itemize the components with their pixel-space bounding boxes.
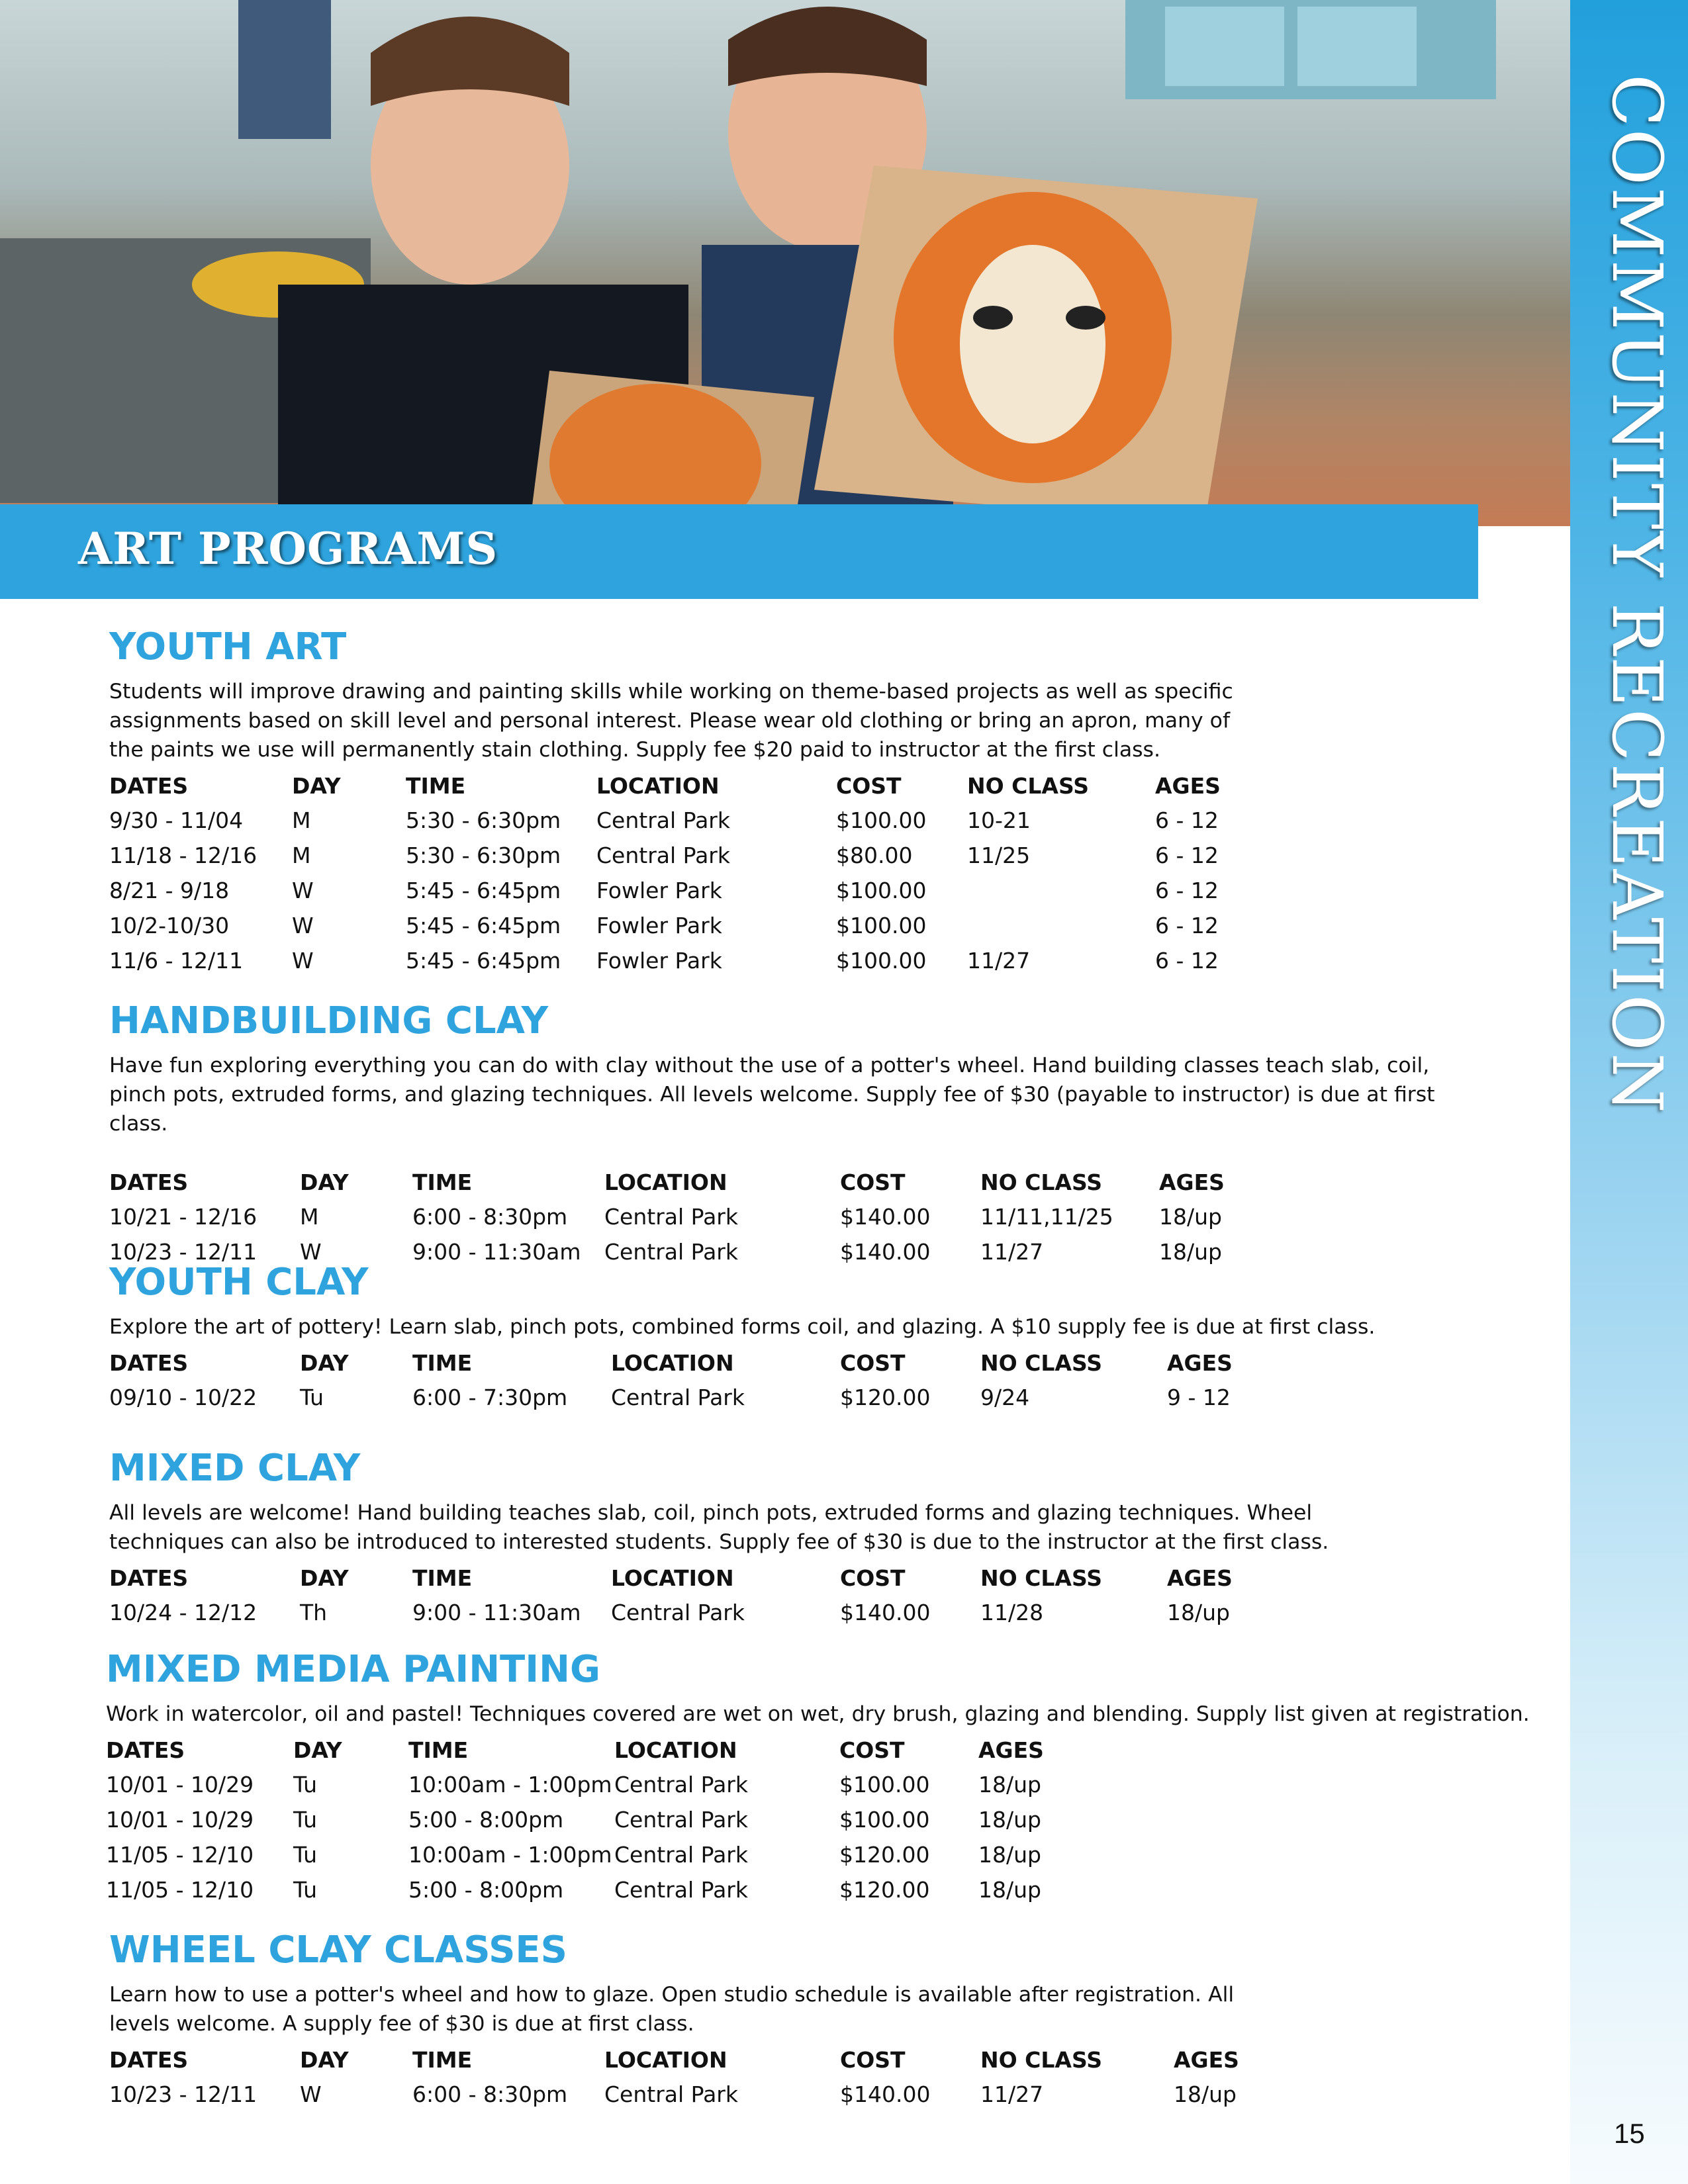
cell-dates: 10/01 - 10/29 (106, 1772, 254, 1797)
col-no-class: NO CLASS (980, 1169, 1102, 1195)
cell-ages: 6 - 12 (1155, 948, 1219, 974)
program-description: Have fun exploring everything you can do with clay without the use of a potter's wheel. Hand building classes teach slab, coil, pinch pots, extruded forms, and glazing techniques. All levels welcome. Supply fee of $30 (payable to instructor) is due at first class. (109, 1054, 1435, 1136)
table-row (109, 2077, 1266, 2112)
cell-time: 9:00 - 11:30am (412, 1600, 581, 1625)
cell-ages: 18/up (978, 1842, 1041, 1868)
table-header-row (109, 1345, 1260, 1380)
program-title: HANDBUILDING CLAY (109, 999, 549, 1042)
program-wheel-clay-classes (109, 1929, 1288, 2112)
col-location: LOCATION (604, 1169, 727, 1195)
program-handbuilding-clay (109, 999, 1493, 1269)
cell-time: 5:45 - 6:45pm (406, 948, 561, 974)
program-mixed-clay (109, 1447, 1367, 1630)
table-row (109, 1199, 1252, 1234)
cell-dates: 11/05 - 12/10 (106, 1842, 254, 1868)
cell-ages: 6 - 12 (1155, 878, 1219, 903)
col-day: DAY (293, 1737, 342, 1763)
cell-ages: 18/up (1167, 1600, 1230, 1625)
cell-no-class (967, 873, 1155, 908)
col-dates: DATES (109, 1169, 189, 1195)
program-title: YOUTH CLAY (109, 1261, 369, 1304)
col-day: DAY (292, 772, 341, 799)
cell-no-class (967, 908, 1155, 943)
cell-day: Tu (293, 1842, 318, 1868)
table-header-row (109, 1165, 1252, 1199)
col-ages: AGES (1167, 1349, 1233, 1376)
col-cost: COST (840, 1169, 906, 1195)
cell-location: Fowler Park (596, 948, 722, 974)
cell-ages: 18/up (978, 1772, 1041, 1797)
cell-day: M (292, 807, 311, 833)
cell-time: 5:45 - 6:45pm (406, 913, 561, 938)
program-title: YOUTH ART (109, 625, 347, 668)
cell-dates: 10/24 - 12/12 (109, 1600, 258, 1625)
cell-day: Tu (300, 1385, 324, 1410)
cell-day: M (292, 842, 311, 868)
cell-time: 5:45 - 6:45pm (406, 878, 561, 903)
cell-cost: $80.00 (836, 842, 913, 868)
cell-no-class: 11/27 (980, 1239, 1044, 1265)
cell-location: Central Park (604, 1239, 738, 1265)
col-ages: AGES (1167, 1565, 1233, 1591)
cell-location: Central Park (614, 1772, 748, 1797)
table-header-row (109, 2042, 1266, 2077)
page-number: 15 (1614, 2118, 1645, 2149)
cell-location: Central Park (596, 807, 730, 833)
col-cost: COST (836, 772, 902, 799)
col-time: TIME (412, 1169, 473, 1195)
col-location: LOCATION (611, 1349, 734, 1376)
table-header-row (109, 1561, 1260, 1595)
program-description: All levels are welcome! Hand building teaches slab, coil, pinch pots, extruded forms and glazing techniques. Wheel techniques can also be introduced to interested students. Supply fee of $30 is due to the instructor at the first class. (109, 1501, 1329, 1554)
cell-day: W (300, 2081, 322, 2107)
schedule-table (106, 1733, 1071, 1907)
cell-ages: 6 - 12 (1155, 807, 1219, 833)
side-title: COMMUNITY RECREATION (1597, 74, 1677, 1115)
header-photo (0, 0, 1574, 526)
cell-no-class: 11/28 (980, 1600, 1044, 1625)
cell-time: 5:30 - 6:30pm (406, 842, 561, 868)
cell-dates: 10/2-10/30 (109, 913, 230, 938)
table-row (106, 1802, 1071, 1837)
program-description: Explore the art of pottery! Learn slab, pinch pots, combined forms coil, and glazing. A $10 supply fee is due at first class. (109, 1315, 1376, 1339)
cell-ages: 18/up (1159, 1204, 1222, 1230)
cell-location: Central Park (604, 2081, 738, 2107)
schedule-table (109, 1345, 1260, 1415)
col-no-class: NO CLASS (980, 2046, 1102, 2073)
col-location: LOCATION (611, 1565, 734, 1591)
col-no-class: NO CLASS (980, 1349, 1102, 1376)
col-day: DAY (300, 2046, 349, 2073)
table-row (109, 943, 1248, 978)
cell-no-class: 10-21 (967, 807, 1031, 833)
cell-location: Central Park (611, 1600, 745, 1625)
cell-location: Fowler Park (596, 913, 722, 938)
cell-cost: $120.00 (839, 1877, 930, 1903)
program-description: Learn how to use a potter's wheel and how to glaze. Open studio schedule is available after registration. All levels welcome. A supply fee of $30 is due at first class. (109, 1983, 1235, 2036)
cell-dates: 09/10 - 10/22 (109, 1385, 258, 1410)
cell-location: Fowler Park (596, 878, 722, 903)
col-dates: DATES (109, 1565, 189, 1591)
schedule-table (109, 768, 1248, 978)
col-cost: COST (840, 2046, 906, 2073)
cell-day: Th (300, 1600, 328, 1625)
col-day: DAY (300, 1349, 349, 1376)
cell-location: Central Park (596, 842, 730, 868)
cell-cost: $140.00 (840, 2081, 931, 2107)
cell-ages: 18/up (1159, 1239, 1222, 1265)
schedule-table (109, 1165, 1252, 1269)
cell-dates: 10/01 - 10/29 (106, 1807, 254, 1833)
cell-cost: $140.00 (840, 1239, 931, 1265)
col-dates: DATES (109, 1349, 189, 1376)
col-dates: DATES (106, 1737, 185, 1763)
schedule-table (109, 2042, 1266, 2112)
cell-dates: 10/21 - 12/16 (109, 1204, 258, 1230)
cell-ages: 6 - 12 (1155, 842, 1219, 868)
cell-day: Tu (293, 1772, 318, 1797)
col-cost: COST (840, 1565, 906, 1591)
table-row (106, 1767, 1071, 1802)
cell-time: 10:00am - 1:00pm (408, 1772, 612, 1797)
cell-no-class: 11/25 (967, 842, 1031, 868)
cell-ages: 6 - 12 (1155, 913, 1219, 938)
cell-day: M (300, 1204, 319, 1230)
cell-cost: $120.00 (839, 1842, 930, 1868)
cell-cost: $100.00 (839, 1772, 930, 1797)
table-header-row (109, 768, 1248, 803)
cell-dates: 10/23 - 12/11 (109, 2081, 258, 2107)
col-cost: COST (839, 1737, 905, 1763)
cell-time: 5:00 - 8:00pm (408, 1807, 564, 1833)
cell-dates: 11/18 - 12/16 (109, 842, 258, 868)
col-no-class: NO CLASS (967, 772, 1089, 799)
table-row (109, 1380, 1260, 1415)
cell-ages: 9 - 12 (1167, 1385, 1231, 1410)
cell-no-class: 11/27 (967, 948, 1031, 974)
program-youth-art (109, 625, 1261, 978)
table-row (109, 803, 1248, 838)
table-header-row (106, 1733, 1071, 1767)
cell-ages: 18/up (1174, 2081, 1237, 2107)
cell-cost: $100.00 (839, 1807, 930, 1833)
section-banner (0, 504, 1478, 599)
program-title: WHEEL CLAY CLASSES (109, 1929, 567, 1972)
cell-cost: $140.00 (840, 1600, 931, 1625)
table-row (106, 1872, 1071, 1907)
table-row (109, 908, 1248, 943)
table-row (109, 838, 1248, 873)
cell-cost: $120.00 (840, 1385, 931, 1410)
cell-time: 6:00 - 8:30pm (412, 2081, 568, 2107)
cell-time: 5:30 - 6:30pm (406, 807, 561, 833)
cell-time: 10:00am - 1:00pm (408, 1842, 612, 1868)
col-day: DAY (300, 1169, 349, 1195)
schedule-table (109, 1561, 1260, 1630)
program-description: Work in watercolor, oil and pastel! Techniques covered are wet on wet, dry brush, glazing and blending. Supply list given at registration. (106, 1702, 1530, 1726)
table-row (109, 873, 1248, 908)
cell-location: Central Park (614, 1877, 748, 1903)
cell-time: 6:00 - 8:30pm (412, 1204, 568, 1230)
cell-cost: $100.00 (836, 948, 927, 974)
cell-no-class: 9/24 (980, 1385, 1030, 1410)
cell-dates: 8/21 - 9/18 (109, 878, 230, 903)
col-time: TIME (412, 1349, 473, 1376)
banner-title: ART PROGRAMS (78, 523, 498, 574)
table-row (109, 1595, 1260, 1630)
col-ages: AGES (1155, 772, 1221, 799)
program-description: Students will improve drawing and painting skills while working on theme-based projects as well as specific assignments based on skill level and personal interest. Please wear old clothing or bring an apron, many of the paints we use will permanently stain clothing. Supply fee $20 paid to instructor at the first class. (109, 680, 1233, 762)
col-time: TIME (412, 2046, 473, 2073)
col-ages: AGES (1174, 2046, 1239, 2073)
col-location: LOCATION (604, 2046, 727, 2073)
cell-location: Central Park (604, 1204, 738, 1230)
cell-day: W (300, 1239, 322, 1265)
col-no-class: NO CLASS (980, 1565, 1102, 1591)
cell-ages: 18/up (978, 1807, 1041, 1833)
cell-time: 6:00 - 7:30pm (412, 1385, 568, 1410)
col-location: LOCATION (596, 772, 720, 799)
cell-dates: 9/30 - 11/04 (109, 807, 244, 833)
cell-no-class: 11/27 (980, 2081, 1044, 2107)
col-ages: AGES (1159, 1169, 1225, 1195)
col-dates: DATES (109, 772, 189, 799)
cell-day: Tu (293, 1877, 318, 1903)
cell-day: W (292, 878, 314, 903)
cell-location: Central Park (614, 1807, 748, 1833)
col-time: TIME (412, 1565, 473, 1591)
cell-cost: $100.00 (836, 913, 927, 938)
col-dates: DATES (109, 2046, 189, 2073)
cell-day: W (292, 948, 314, 974)
cell-ages: 18/up (978, 1877, 1041, 1903)
cell-cost: $100.00 (836, 807, 927, 833)
cell-time: 9:00 - 11:30am (412, 1239, 581, 1265)
cell-dates: 11/05 - 12/10 (106, 1877, 254, 1903)
kids-with-tiger-art-illustration (0, 0, 1574, 526)
col-time: TIME (408, 1737, 469, 1763)
col-cost: COST (840, 1349, 906, 1376)
cell-no-class: 11/11,11/25 (980, 1204, 1113, 1230)
col-time: TIME (406, 772, 466, 799)
program-mixed-media-painting (106, 1648, 1530, 1907)
cell-day: W (292, 913, 314, 938)
cell-dates: 10/23 - 12/11 (109, 1239, 258, 1265)
program-title: MIXED CLAY (109, 1447, 361, 1490)
col-location: LOCATION (614, 1737, 737, 1763)
col-day: DAY (300, 1565, 349, 1591)
cell-location: Central Park (614, 1842, 748, 1868)
cell-location: Central Park (611, 1385, 745, 1410)
cell-time: 5:00 - 8:00pm (408, 1877, 564, 1903)
program-title: MIXED MEDIA PAINTING (106, 1648, 600, 1691)
cell-dates: 11/6 - 12/11 (109, 948, 244, 974)
table-row (106, 1837, 1071, 1872)
cell-cost: $140.00 (840, 1204, 931, 1230)
col-ages: AGES (978, 1737, 1044, 1763)
cell-day: Tu (293, 1807, 318, 1833)
program-youth-clay (109, 1261, 1493, 1415)
cell-cost: $100.00 (836, 878, 927, 903)
